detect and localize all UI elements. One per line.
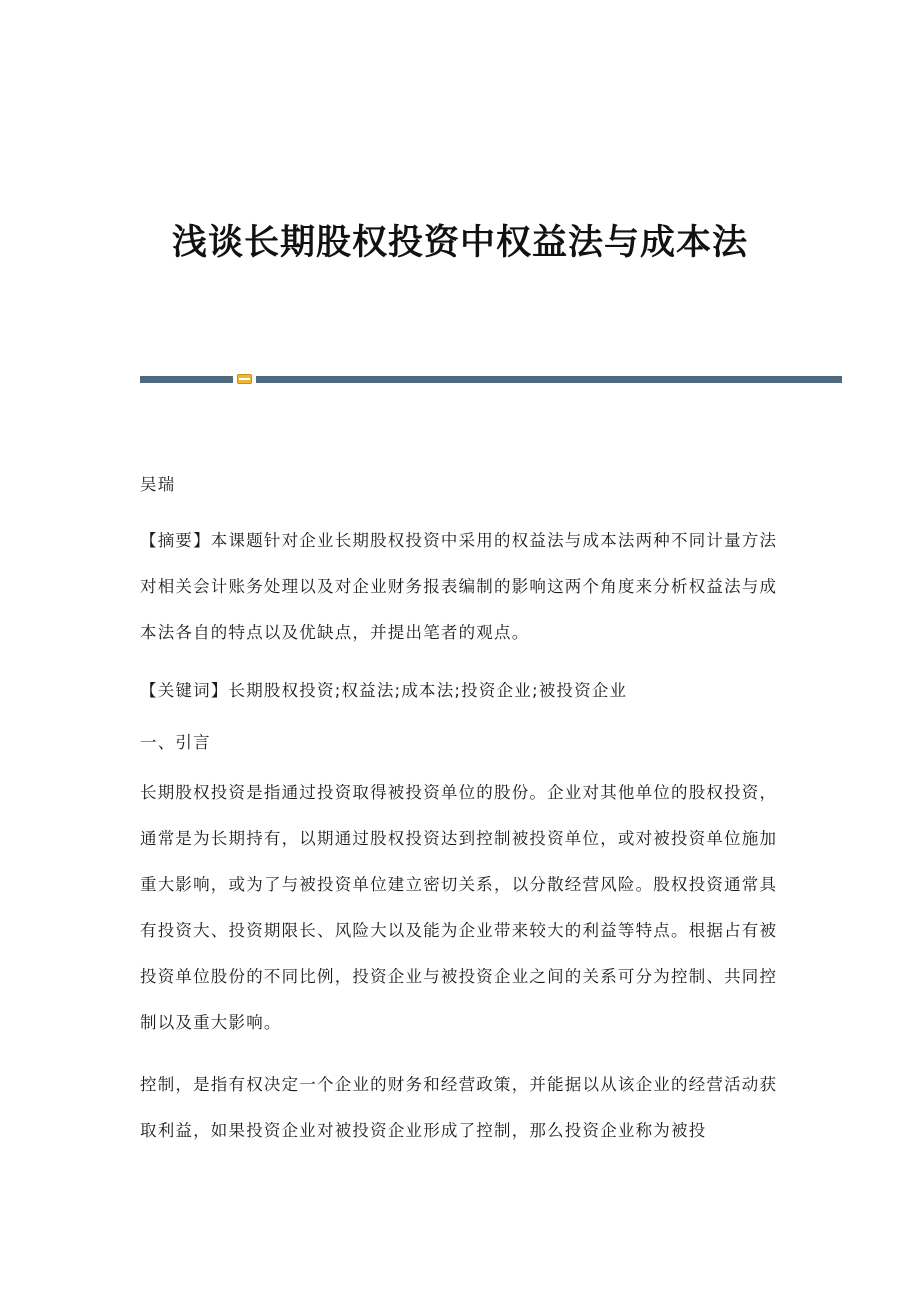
body-paragraph: 控制，是指有权决定一个企业的财务和经营政策，并能据以从该企业的经营活动获取利益，如果投资企业对被投资企业形成了控制，那么投资企业称为被投 — [140, 1075, 778, 1140]
abstract: 【摘要】本课题针对企业长期股权投资中采用的权益法与成本法两种不同计量方法对相关会计账务处理以及对企业财务报表编制的影响这两个角度来分析权益法与成本法各自的特点以及优缺点，并提出笔者的观点。 — [140, 531, 778, 642]
title-divider — [140, 374, 842, 384]
divider-ornament-icon — [237, 374, 252, 384]
keywords: 【关键词】长期股权投资;权益法;成本法;投资企业;被投资企业 — [140, 681, 628, 700]
author-name: 吴瑞 — [140, 475, 176, 494]
divider-bar-left — [140, 376, 233, 383]
section-heading: 一、引言 — [140, 733, 211, 752]
divider-bar-right — [256, 376, 842, 383]
document-body — [140, 470, 780, 1154]
body-paragraph: 长期股权投资是指通过投资取得被投资单位的股份。企业对其他单位的股权投资，通常是为长期持有，以期通过股权投资达到控制被投资单位，或对被投资单位施加重大影响，或为了与被投资单位建立密切关系，以分散经营风险。股权投资通常具有投资大、投资期限长、风险大以及能为企业带来较大的利益等特点。根据占有被投资单位股份的不同比例，投资企业与被投资企业之间的关系可分为控制、共同控制以及重大影响。 — [140, 783, 778, 1032]
document-title: 浅谈长期股权投资中权益法与成本法 — [171, 222, 748, 263]
